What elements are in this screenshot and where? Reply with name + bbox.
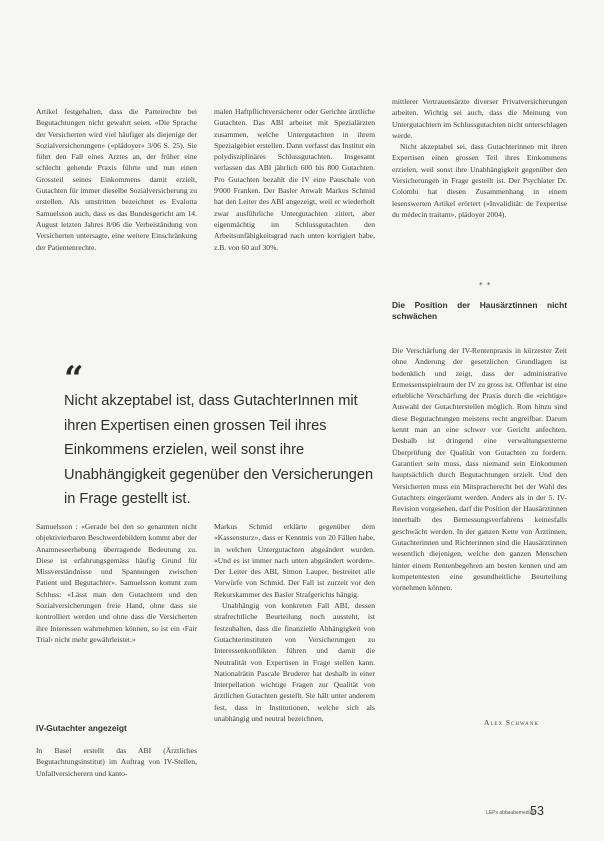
paragraph: malen Haftpflichtversicherer oder Gerichte ärztliche Gutachten. Das ABI arbeitet mit Spezialärzten zusammen, welche Untergutachten in ihrem Spezialgebiet erstellen. Dann verfasst das Institut ein polydisziplinäres Schlussgutachten. Insgesamt verlassen das ABI jährlich 600 bis 800 Gutachten. Pro Gutachten bezahlt die IV eine Pauschale von 9'000 Franken. Der Basler Anwalt Markus Schmid hat den Leiter des ABI angezeigt, weil er wiederholt zwar ausführliche Untergutachten zitiert, aber eigenmächtig im Schlussgutachten den Arbeitsunfähigkeitsgrad nach unten korrigiert habe, z.B. von 60 auf 30%.	[214, 107, 375, 252]
paragraph: mittlerer Vertrauensärzte diverser Privatversicherungen arbeiten. Wichtig sei auch, dass die Meinung von Untergutachtern im Schlussgutachten nicht unterschlagen werde.	[392, 97, 567, 140]
column-1-bottom-continued	[36, 745, 197, 779]
column-1-bottom	[36, 521, 197, 645]
paragraph: Die Verschärfung der IV-Rentenpraxis in kürzester Zeit ohne Änderung der gesetzlichen Grundlagen ist bedenklich und zeigt, dass der administrative Ermessensspielraum der IV zu gross ist. Offenbar ist eine erhebliche Verschärfung der Praxis durch die «richtige» Auswahl der Gutachterstellen möglich. Rom hinzu sind diese Begutachtungen meistens recht angreifbar. Darum kennt man an eine schwer vor Gericht anfechten. Deshalb ist dringend eine verwaltungsexterne Überprüfung der Qualität von Gutachten zu fordern. Garantiert sein muss, dass niemand sein Einkommen hauptsächlich durch Begutachtungen erzielt. Und den Versicherten muss ein Mitspracherecht bei der Wahl des Gutachters eingeräumt werden. Anders als in der 5. IV-Revision vorgesehen, darf die Position der Hausärztinnen innerhalb des Bemessungsverfahrens keinesfalls geschwächt werden. In der ganzen Kette von Ärztinnen, Gutachterinnen und Richterinnen sind die Hausärztinnen wesentlich diejenigen, welche den ganzen Menschen hinter einem Rentenbegehren am besten kennen und am kompetentesten eine gesundheitliche Beurteilung vornehmen können.	[392, 346, 567, 593]
column-2-bottom	[214, 521, 375, 724]
column-2-top	[214, 106, 375, 253]
paragraph: Unabhängig von konkreten Fall ABI, dessen strafrechtliche Beurteilung noch aussteht, ist festzuhalten, dass die finanzielle Abhängigkeit von Gutachterinstituten von Versicherungen zu Interessenkonflikten führen und damit die Neutralität von Expertisen in Frage stellen kann. Nationalrätin Pascale Bruderer hat deshalb in einer Interpellation wichtige Fragen zur Qualität von ärztlichen Gutachten gestellt. Sie hält unter anderem fest, dass in Institutionen, welche sich als unabhängig und neutral bezeichnen,	[214, 601, 375, 724]
subheading-hausaerztinnen: Die Position der Hausärztinnen nicht schwächen	[392, 300, 567, 321]
paragraph: Markus Schmid erklärte gegenüber dem «Kassensturz», dass er Kenntnis von 20 Fällen habe, in welchen Untergutachten abgeändert wurden. «Und es ist immer nach unten abgeändert worden». Der Leiter des ABI, Simon Lauper, bestreitet alle Vorwürfe von Schmid. Der Fall ist zurzeit vor den Rekurskammer des Basler Strafgerichts hängig.	[214, 522, 375, 599]
pull-quote: Nicht akzeptabel ist, dass GutachterInnen mit ihren Expertisen einen grossen Teil ihres Einkommens erzielen, weil sonst ihre Unabhängigkeit gegenüber den Versicherungen in Frage gestellt ist.	[64, 393, 374, 508]
paragraph: Artikel festgehalten, dass die Parteirechte bei Begutachtungen nicht gewahrt seien. «Die Sprache der Versicherten wird viel häufiger als diejenige der Sozialversicherungen» («plädoyer» 3/06 S. 25). Sie führt den Fall eines Arztes an, der früher eine schlecht gehende Praxis führte und nun einen Grossteil seines Einkommens damit erzielt, Gutachten für immer dieselbe Sozialversicherung zu erstellen. Als umstritten bezeichnet es Evalotta Samuelsson auch, dass es das Bundesgericht am 14. August letzten Jahres 8/06 die Verbeiständung von Versicherten untersagte, eine weitere Einschränkung der Patientenrechte.	[36, 107, 197, 252]
page-number: 53	[530, 804, 544, 818]
author-signature: Alex Schwank	[484, 718, 539, 727]
column-3-bottom	[392, 345, 567, 594]
quote-mark-icon: “	[64, 359, 84, 399]
paragraph: Nicht akzeptabel sei, dass Gutachterinnen mit ihren Expertisen einen grossen Teil ihres Einkommens erzielen, weil sonst ihre Unabhängigkeit gegenüber den Versicherungen in Frage gestellt ist. Der Psychiater Dr. Colombi hat diesen Zusammenhang in einem lesenswerten Artikel erörtert («Invalidität: de l'expertise du médecin traitant», plädoyer 2004).	[392, 142, 567, 219]
column-3-top	[392, 96, 567, 220]
paragraph: In Basel erstellt das ABI (Ärztliches Begutachtungsinstitut) im Auftrag von IV-Stellen, Unfallversicherern und kanto-	[36, 746, 197, 778]
subheading-iv-gutachter: IV-Gutachter angezeigt	[36, 723, 127, 733]
section-divider: * *	[479, 281, 492, 289]
footer-source: LEPs abbaubemedizin	[486, 810, 537, 816]
column-1-top	[36, 106, 197, 253]
paragraph: Samuelsson : «Gerade bei den so genannten nicht objektivierbaren Beschwerdebildern kommt aber der Anamneseerhebung überragende Bedeutung zu. Diese ist erfahrungsgemäss häufig Grund für Missverständnisse und Spannungen zwischen Patient und Begutachter». Samuelsson kommt zum Schluss: «Lässt man den Gutachtern und den Sozialversicherungen freie Hand, ohne dass sie kontrolliert werden und ohne dass die Versicherten ihre Interessen wahrnehmen können, so ist ein ‹Fair Trial› nicht mehr gewährleistet.»	[36, 522, 197, 644]
